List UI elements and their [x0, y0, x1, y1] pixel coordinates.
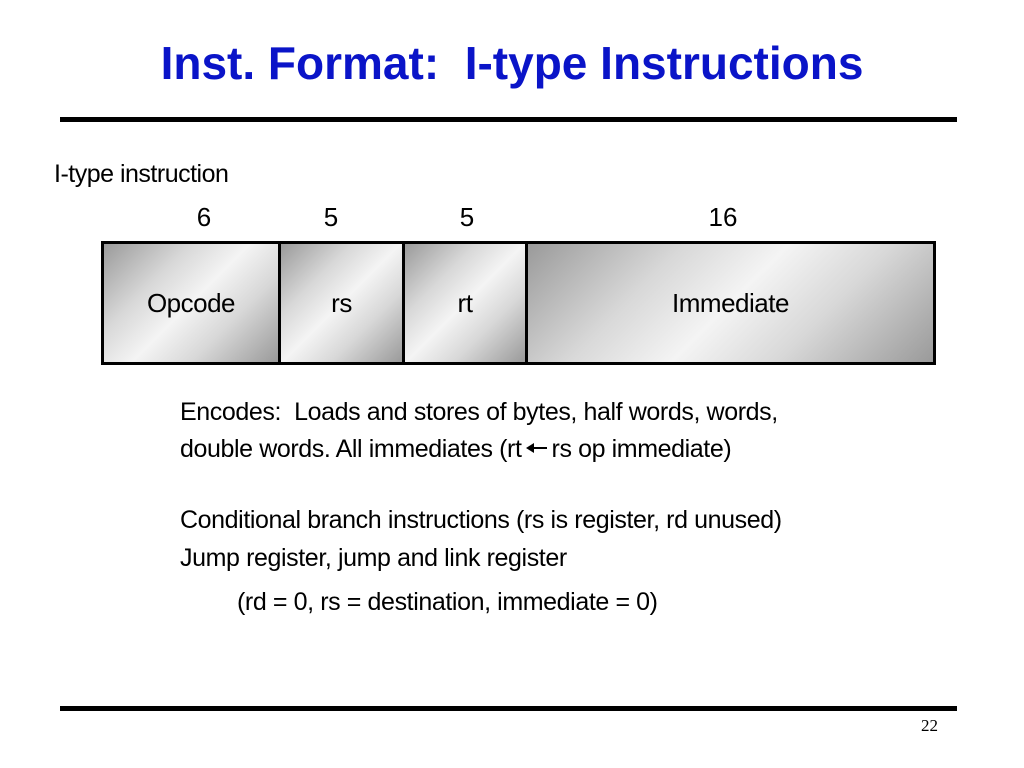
description-immediates — [180, 431, 731, 468]
immediates-text-start: double words. All immediates (rt — [180, 435, 522, 463]
page-number: 22 — [921, 716, 938, 735]
diagram-caption: I-type instruction — [54, 160, 229, 188]
top-divider — [60, 117, 957, 122]
description-branches: Conditional branch instructions (rs is register, rd unused) — [180, 506, 782, 534]
bottom-divider — [60, 706, 957, 711]
field-rt: rt — [402, 244, 525, 362]
field-immediate: Immediate — [525, 244, 933, 362]
bit-width-immediate: 16 — [708, 202, 738, 232]
description-jump-detail: (rd = 0, rs = destination, immediate = 0) — [237, 588, 658, 616]
slide-title: Inst. Format: I-type Instructions — [160, 37, 864, 89]
bit-width-rs: 5 — [323, 202, 339, 232]
description-jump-register: Jump register, jump and link register — [180, 544, 567, 572]
left-arrow-icon — [526, 441, 548, 455]
bit-width-rt: 5 — [459, 202, 475, 232]
bit-width-opcode: 6 — [196, 202, 212, 232]
field-opcode: Opcode — [104, 244, 278, 362]
instruction-format-box — [101, 241, 936, 365]
field-rs: rs — [278, 244, 402, 362]
description-encodes: Encodes: Loads and stores of bytes, half words, words, — [180, 398, 778, 426]
immediates-text-end: rs op immediate) — [551, 435, 732, 463]
